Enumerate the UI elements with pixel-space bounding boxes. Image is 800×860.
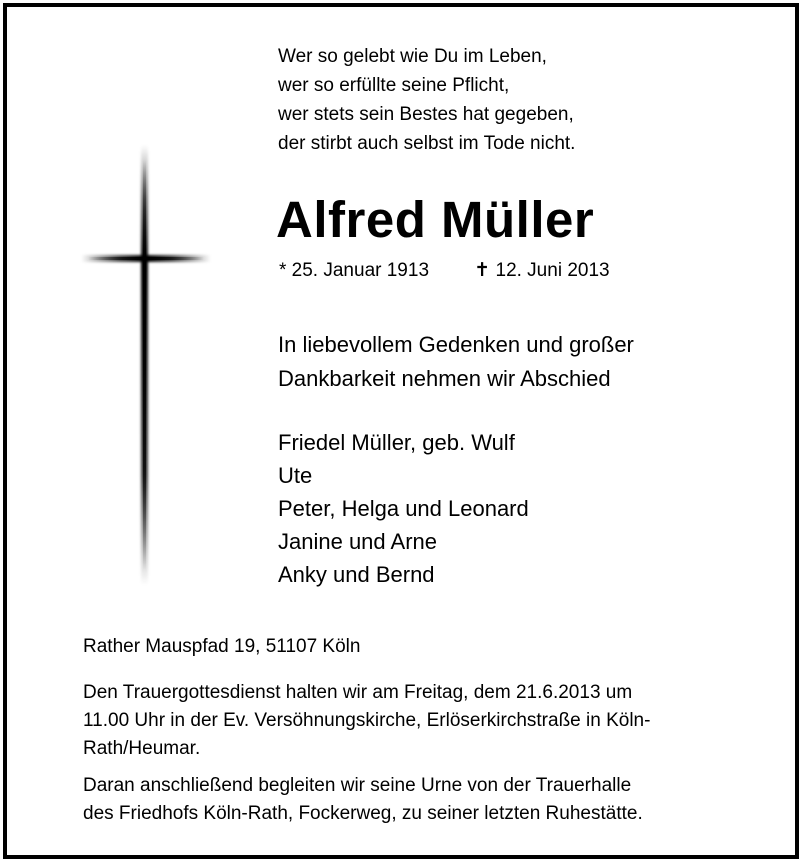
service-announcement xyxy=(83,679,650,763)
service-line: 11.00 Uhr in der Ev. Versöhnungskirche, Erlöserkirchstraße in Köln- xyxy=(83,710,651,731)
dedication-line: In liebevollem Gedenken und großer xyxy=(278,332,634,357)
burial-line: des Friedhofs Köln-Rath, Fockerweg, zu seiner letzten Ruhestätte. xyxy=(83,803,643,824)
poem-line: wer stets sein Bestes hat gegeben, xyxy=(278,104,574,125)
poem-line: Wer so gelebt wie Du im Leben, xyxy=(278,46,547,67)
deceased-name: Alfred Müller xyxy=(276,191,595,248)
service-line: Den Trauergottesdienst halten wir am Freitag, dem 21.6.2013 um xyxy=(83,682,633,703)
burial-announcement xyxy=(83,772,643,828)
birth-date: * 25. Januar 1913 xyxy=(279,260,430,281)
service-line: Rath/Heumar. xyxy=(83,738,201,759)
cross-icon xyxy=(76,140,216,590)
family-member: Friedel Müller, geb. Wulf xyxy=(278,430,515,455)
burial-line: Daran anschließend begleiten wir seine Urne von der Trauerhalle xyxy=(83,775,632,796)
family-member: Janine und Arne xyxy=(278,529,438,554)
family-member: Anky und Bernd xyxy=(278,562,435,587)
family-member: Peter, Helga und Leonard xyxy=(278,496,529,521)
family-address: Rather Mauspfad 19, 51107 Köln xyxy=(83,636,361,657)
life-dates xyxy=(279,258,610,284)
dedication-line: Dankbarkeit nehmen wir Abschied xyxy=(278,366,611,391)
dedication-text xyxy=(278,328,634,396)
poem-line: wer so erfüllte seine Pflicht, xyxy=(278,75,510,96)
memorial-poem xyxy=(278,42,575,158)
family-list xyxy=(278,426,529,591)
family-member: Ute xyxy=(278,463,313,488)
poem-line: der stirbt auch selbst im Tode nicht. xyxy=(278,133,576,154)
death-date: ✝ 12. Juni 2013 xyxy=(474,260,610,281)
